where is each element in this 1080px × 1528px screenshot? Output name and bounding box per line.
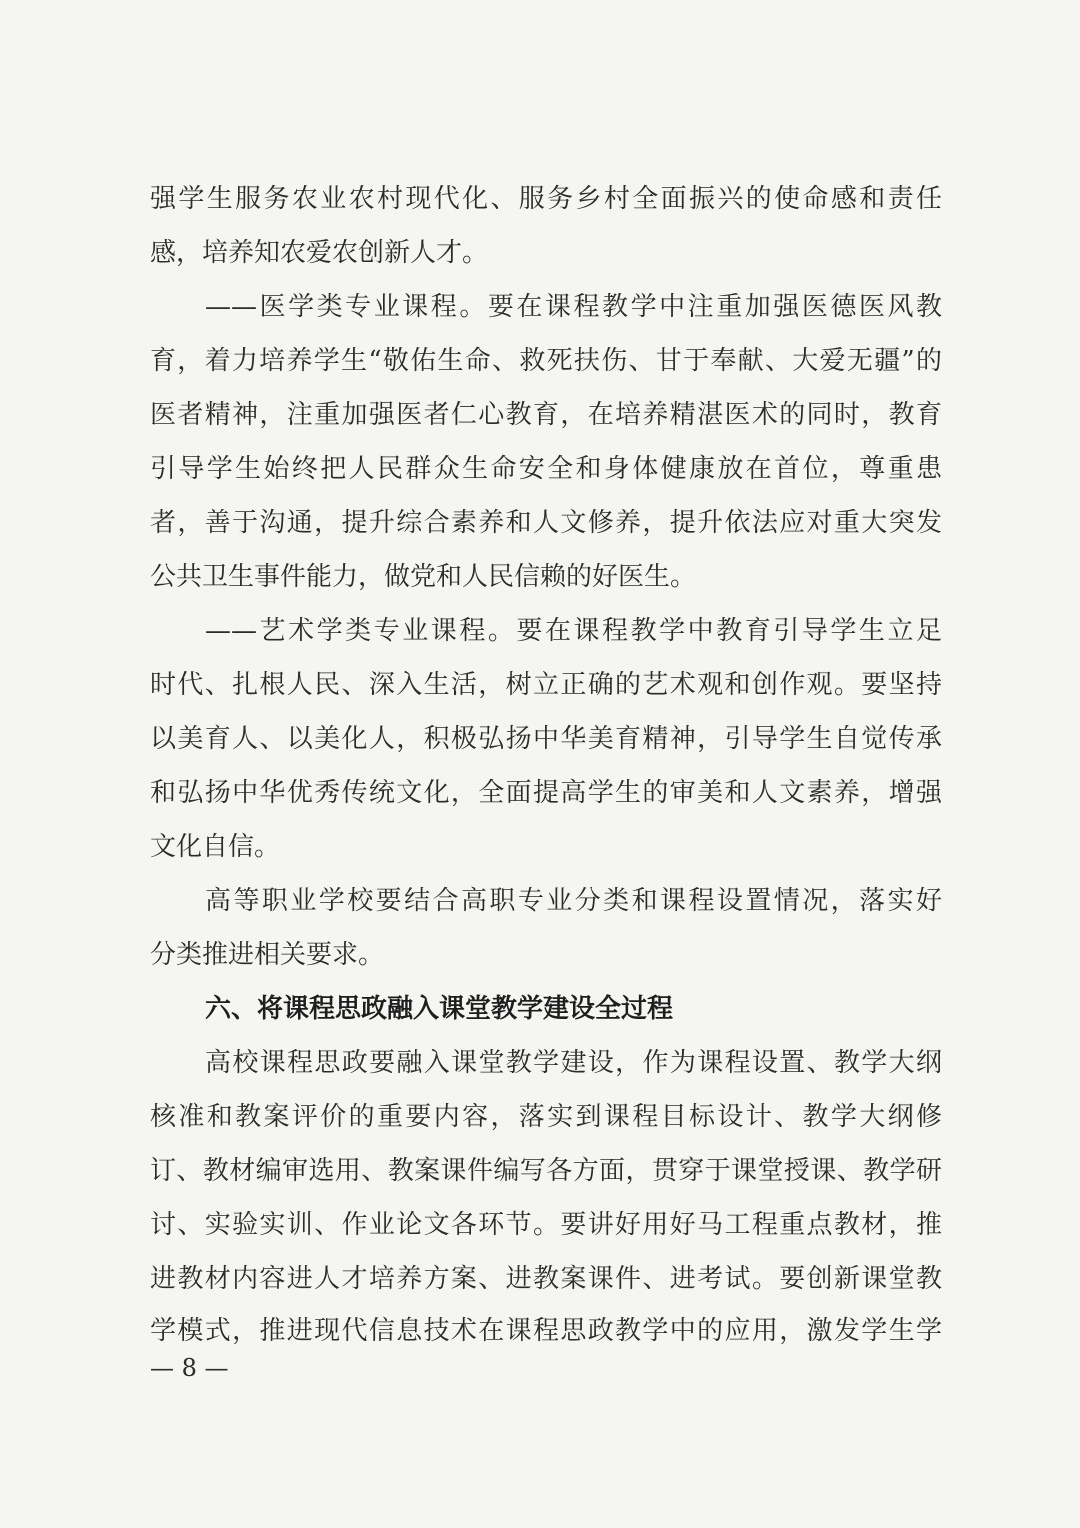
text-line: 学模式，推进现代信息技术在课程思政教学中的应用，激发学生学 — [150, 1316, 942, 1346]
text-line: 和弘扬中华优秀传统文化，全面提高学生的审美和人文素养，增强 — [150, 778, 942, 808]
text-line: 核准和教案评价的重要内容，落实到课程目标设计、教学大纲修 — [150, 1102, 942, 1132]
text-line: 以美育人、以美化人，积极弘扬中华美育精神，引导学生自觉传承 — [150, 724, 942, 754]
text-line: 育，着力培养学生“敬佑生命、救死扶伤、甘于奉献、大爱无疆”的 — [150, 346, 942, 376]
text-line: 时代、扎根人民、深入生活，树立正确的艺术观和创作观。要坚持 — [150, 670, 942, 700]
text-line: 感，培养知农爱农创新人才。 — [150, 238, 489, 268]
text-line: 高校课程思政要融入课堂教学建设，作为课程设置、教学大纲 — [205, 1048, 942, 1078]
text-line: 高等职业学校要结合高职专业分类和课程设置情况，落实好 — [205, 886, 942, 916]
text-line: 强学生服务农业农村现代化、服务乡村全面振兴的使命感和责任 — [150, 184, 942, 214]
text-line: 医者精神，注重加强医者仁心教育，在培养精湛医术的同时，教育 — [150, 400, 942, 430]
text-line: 分类推进相关要求。 — [150, 940, 385, 970]
text-line: ——医学类专业课程。要在课程教学中注重加强医德医风教 — [205, 292, 942, 322]
text-line: 进教材内容进人才培养方案、进教案课件、进考试。要创新课堂教 — [150, 1264, 942, 1294]
text-line: 引导学生始终把人民群众生命安全和身体健康放在首位，尊重患 — [150, 454, 942, 484]
page-number: — 8 — — [150, 1354, 229, 1382]
text-line: 文化自信。 — [150, 832, 281, 862]
text-line: 者，善于沟通，提升综合素养和人文修养，提升依法应对重大突发 — [150, 508, 942, 538]
section-heading: 六、将课程思政融入课堂教学建设全过程 — [205, 994, 674, 1024]
text-line: ——艺术学类专业课程。要在课程教学中教育引导学生立足 — [205, 616, 942, 646]
text-line: 公共卫生事件能力，做党和人民信赖的好医生。 — [150, 562, 697, 592]
text-line: 订、教材编审选用、教案课件编写各方面，贯穿于课堂授课、教学研 — [150, 1156, 942, 1186]
text-line: 讨、实验实训、作业论文各环节。要讲好用好马工程重点教材，推 — [150, 1210, 942, 1240]
